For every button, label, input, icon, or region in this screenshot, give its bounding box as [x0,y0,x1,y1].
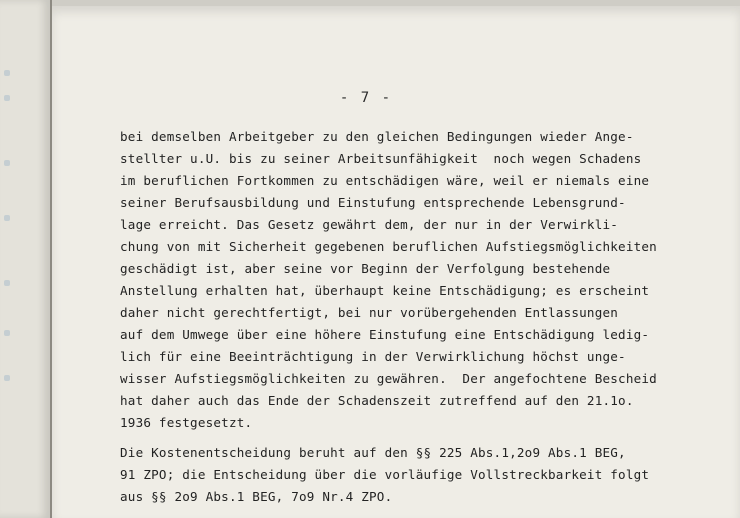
document-body [120,126,730,508]
page-number: - 7 - [339,90,393,106]
text-line: bei demselben Arbeitgeber zu den gleichen Bedingungen wieder Ange- [120,129,634,144]
text-line: lage erreicht. Das Gesetz gewährt dem, der nur in der Verwirkli- [120,217,619,232]
document-page [52,6,740,518]
text-line: chung von mit Sicherheit gegebenen beruflichen Aufstiegsmöglichkeiten [120,239,657,254]
text-line: 1936 festgesetzt. [120,415,253,430]
text-line: geschädigt ist, aber seine vor Beginn der Verfolgung bestehende [120,261,611,276]
text-line: Die Kostenentscheidung beruht auf den §§ 225 Abs.1,2o9 Abs.1 BEG, [120,445,626,460]
paragraph [120,126,730,434]
ink-bleed-mark [4,70,10,76]
ink-bleed-mark [4,215,10,221]
paragraph [120,442,730,508]
previous-page-edge [0,0,52,518]
text-line: daher nicht gerechtfertigt, bei nur vorübergehenden Entlassungen [120,305,619,320]
text-line: 91 ZPO; die Entscheidung über die vorläufige Vollstreckbarkeit folgt [120,467,650,482]
text-line: hat daher auch das Ende der Schadenszeit zutreffend auf den 21.1o. [120,393,634,408]
ink-bleed-mark [4,95,10,101]
text-line: seiner Berufsausbildung und Einstufung entsprechende Lebensgrund- [120,195,626,210]
ink-bleed-mark [4,375,10,381]
text-line: im beruflichen Fortkommen zu entschädigen wäre, weil er niemals eine [120,173,650,188]
text-line: auf dem Umwege über eine höhere Einstufung eine Entschädigung ledig- [120,327,650,342]
text-line: stellter u.U. bis zu seiner Arbeitsunfähigkeit noch wegen Schadens [120,151,642,166]
ink-bleed-mark [4,160,10,166]
text-line: wisser Aufstiegsmöglichkeiten zu gewähren. Der angefochtene Bescheid [120,371,657,386]
text-line: lich für eine Beeinträchtigung in der Verwirklichung höchst unge- [120,349,626,364]
text-line: aus §§ 2o9 Abs.1 BEG, 7o9 Nr.4 ZPO. [120,489,393,504]
text-line: Anstellung erhalten hat, überhaupt keine Entschädigung; es erscheint [120,283,650,298]
paragraph-spacer [120,434,730,442]
ink-bleed-mark [4,330,10,336]
ink-bleed-mark [4,280,10,286]
